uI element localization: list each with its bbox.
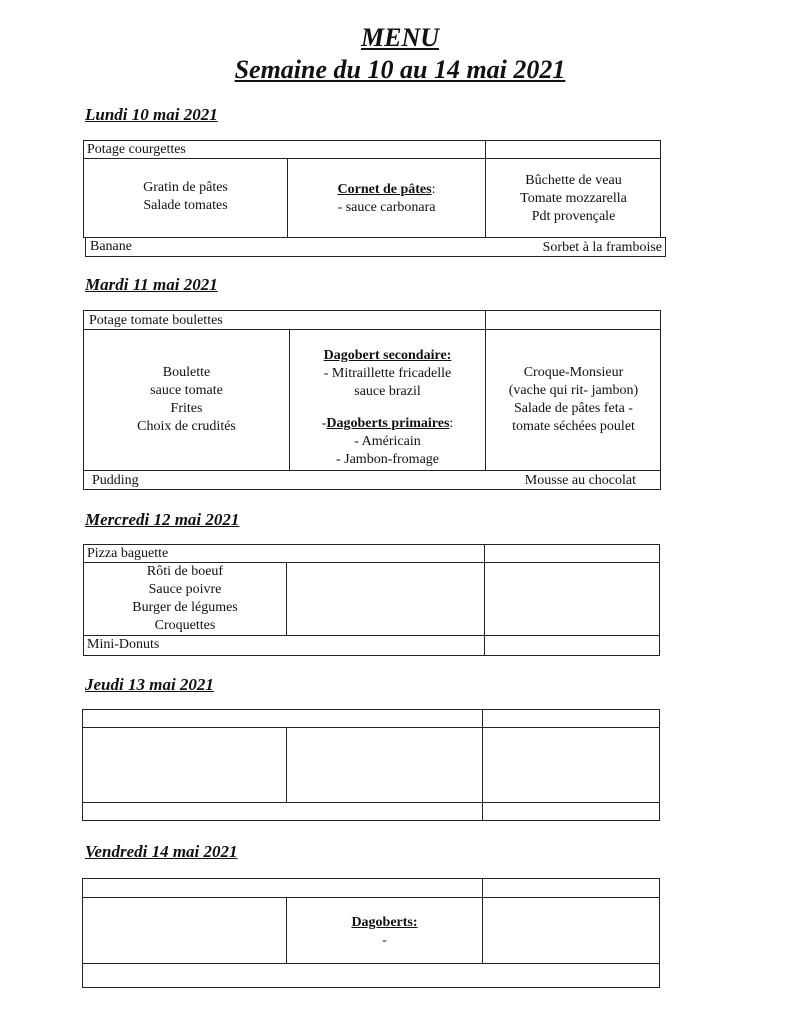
dish-line: - Américain [354,434,421,449]
dish-title-prefix: - [321,416,327,431]
dish-line: Boulette [162,365,211,380]
dessert-left-mercredi: Mini-Donuts [87,637,160,652]
dish-line: Salade tomates [143,198,228,213]
dessert-left-lundi: Banane [90,239,132,254]
dish-line: Gratin de pâtes [143,180,228,195]
dish-line: Pdt provençale [531,209,616,224]
main-dish-3-lundi [486,172,661,226]
dish-line: Rôti de boeuf [146,564,224,579]
dish-title-suffix: : [449,416,454,431]
dish-line: Tomate mozzarella [520,191,627,206]
dish-line: Bûchette de veau [525,173,622,188]
dish-line: Burger de légumes [132,600,238,615]
main-dish-2-vendredi [287,914,482,950]
dish-line: sauce tomate [150,383,223,398]
dessert-right-lundi: Sorbet à la framboise [542,240,662,255]
main-dish-2-mardi [290,347,485,469]
dessert-left-mardi: Pudding [92,473,139,488]
dish-line: Frites [170,401,203,416]
dish-title: Cornet de pâtes [337,182,432,197]
day-heading-mardi: Mardi 11 mai 2021 [85,275,218,294]
menu-title: MENU [360,23,439,52]
main-dish-3-mardi [486,364,661,436]
soup-mardi: Potage tomate boulettes [89,313,223,328]
day-heading-jeudi: Jeudi 13 mai 2021 [85,675,214,694]
dish-line: - [382,933,387,948]
dish-title: Dagoberts: [351,915,418,930]
menu-subtitle: Semaine du 10 au 14 mai 2021 [234,55,566,84]
dish-line: - sauce carbonara [337,200,436,215]
dish-line: - Mitraillette fricadelle [323,366,452,381]
dish-title-suffix: : [431,182,436,197]
dish-title: Dagobert secondaire: [323,348,452,363]
day-heading-vendredi: Vendredi 14 mai 2021 [85,842,238,861]
dish-line: Croque-Monsieur [523,365,624,380]
dish-line: sauce brazil [354,384,421,399]
day-heading-lundi: Lundi 10 mai 2021 [85,105,218,124]
dish-title: Dagoberts primaires [326,416,450,431]
soup-mercredi: Pizza baguette [87,546,169,561]
main-dish-1-mercredi [84,563,286,635]
dish-line: (vache qui rit- jambon) [508,383,639,398]
soup-lundi: Potage courgettes [87,142,186,157]
dish-line: - Jambon-fromage [335,452,440,467]
dish-line: Sauce poivre [148,582,222,597]
dish-line: tomate séchées poulet [512,419,635,434]
dish-line: Choix de crudités [137,419,236,434]
dish-line: Croquettes [154,618,216,633]
main-dish-1-lundi [84,179,287,215]
main-dish-2-lundi [288,181,485,217]
day-heading-mercredi: Mercredi 12 mai 2021 [85,510,240,529]
dish-line: Salade de pâtes feta - [514,401,633,416]
dessert-right-mardi: Mousse au chocolat [524,473,636,488]
main-dish-1-mardi [84,364,289,436]
